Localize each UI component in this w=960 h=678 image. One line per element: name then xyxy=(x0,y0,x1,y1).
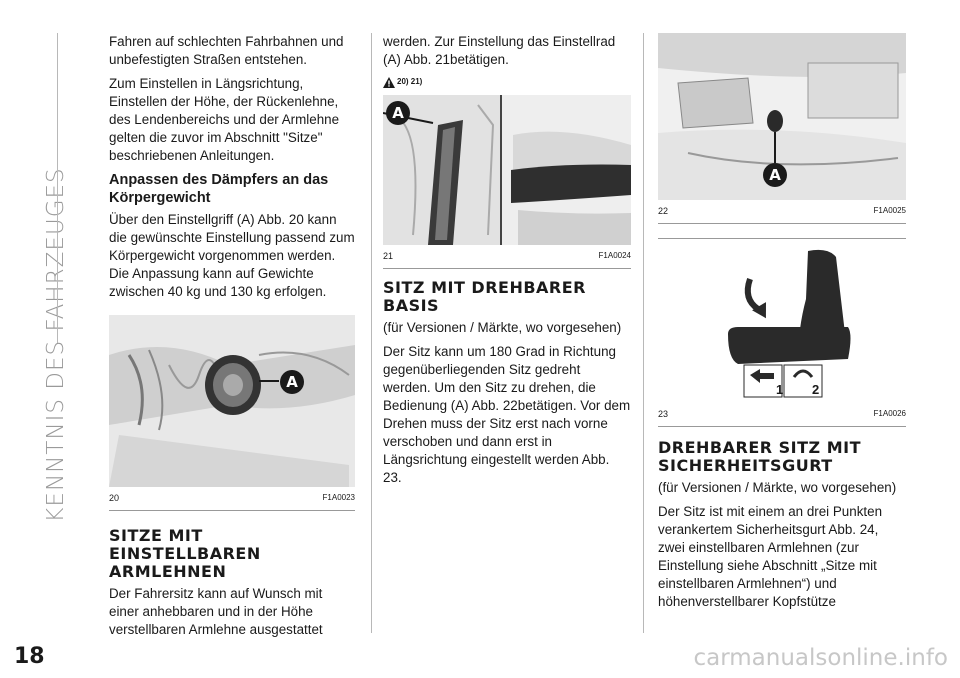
chapter-divider xyxy=(57,33,58,343)
paragraph: (für Versionen / Märkte, wo vorgesehen) xyxy=(658,480,897,495)
figure-code: F1A0025 xyxy=(873,206,906,215)
figure-caption xyxy=(109,487,355,510)
column-3 xyxy=(658,33,906,617)
figure-number: 23 xyxy=(658,409,669,419)
step-label-2: 2 xyxy=(812,382,820,397)
damper-knob-illustration xyxy=(109,315,355,487)
figure-code: F1A0026 xyxy=(873,409,906,418)
figure-code: F1A0023 xyxy=(322,493,355,502)
paragraph: Der Sitz kann um 180 Grad in Richtung gegenüberliegenden Sitz gedreht werden. Um den Sitz zu drehen, die Bedienung (A) Abb. 22betätigen. Vor dem Drehen muss der Sitz erst nach vorne verschoben und dann erst in Längsrichtung eingestellt werden Abb. 23. xyxy=(383,344,631,485)
figure-number: 22 xyxy=(658,206,669,216)
figure-caption xyxy=(658,403,906,426)
figure-image xyxy=(109,315,355,487)
section-heading: SITZE MIT EINSTELLBAREN ARMLEHNEN xyxy=(109,526,261,581)
figure-code: F1A0024 xyxy=(598,251,631,260)
figure-22 xyxy=(658,33,906,224)
paragraph: Zum Einstellen in Längsrichtung, Einstellen der Höhe, der Rückenlehne, des Lendenbereichs und der Armlehne gelten die zuvor im Abschnitt "Sitze" beschriebenen Anleitungen. xyxy=(109,76,340,163)
figure-image xyxy=(383,95,631,245)
figure-image xyxy=(658,33,906,200)
step-label-1: 1 xyxy=(776,382,784,397)
figure-20 xyxy=(109,315,355,511)
column-divider-2 xyxy=(643,33,644,633)
page-number: 18 xyxy=(14,644,45,669)
column-divider-1 xyxy=(371,33,372,633)
subsection-heading: Anpassen des Dämpfers an das Körpergewicht xyxy=(109,172,329,206)
paragraph: Der Fahrersitz kann auf Wunsch mit einer anhebbaren und in der Höhe verstellbaren Armlehne ausgestattet xyxy=(109,586,323,637)
warning-icon xyxy=(383,77,395,88)
column-1 xyxy=(109,33,355,645)
section-heading: DREHBARER SITZ MIT SICHERHEITSGURT xyxy=(658,438,861,475)
figure-number: 20 xyxy=(109,493,120,503)
column-2 xyxy=(383,33,631,493)
figure-image xyxy=(658,239,906,403)
callout-a: A xyxy=(280,370,304,394)
paragraph: Der Sitz ist mit einem an drei Punkten verankertem Sicherheitsgurt Abb. 24, zwei einstellbaren Armlehnen (zur Einstellung siehe Abschnitt „Sitze mit einstellbaren Armlehnen“) und höhenverstellbarer Kopfstütze xyxy=(658,504,883,609)
callout-a: A xyxy=(386,101,410,125)
paragraph: Fahren auf schlechten Fahrbahnen und unbefestigten Straßen entstehen. xyxy=(109,34,344,67)
paragraph: werden. Zur Einstellung das Einstellrad (A) Abb. 21betätigen. xyxy=(383,34,616,67)
paragraph: (für Versionen / Märkte, wo vorgesehen) xyxy=(383,320,622,335)
figure-21 xyxy=(383,95,631,269)
figure-caption xyxy=(383,245,631,268)
figure-caption xyxy=(658,200,906,223)
seat-rotation-diagram xyxy=(658,239,906,403)
armrest-illustration xyxy=(383,95,631,245)
figure-number: 21 xyxy=(383,251,394,261)
figure-23 xyxy=(658,238,906,427)
paragraph: Über den Einstellgriff (A) Abb. 20 kann die gewünschte Einstellung passend zum Körpergewicht vorgenommen werden. Die Anpassung kann auf Gewichte zwischen 40 kg und 130 kg erfolgen. xyxy=(109,212,355,299)
callout-a: A xyxy=(763,163,787,187)
watermark: carmanualsonline.info xyxy=(693,645,948,671)
section-heading: SITZ MIT DREHBARER BASIS xyxy=(383,278,586,315)
warning-reference: 20) 21) xyxy=(383,73,631,91)
